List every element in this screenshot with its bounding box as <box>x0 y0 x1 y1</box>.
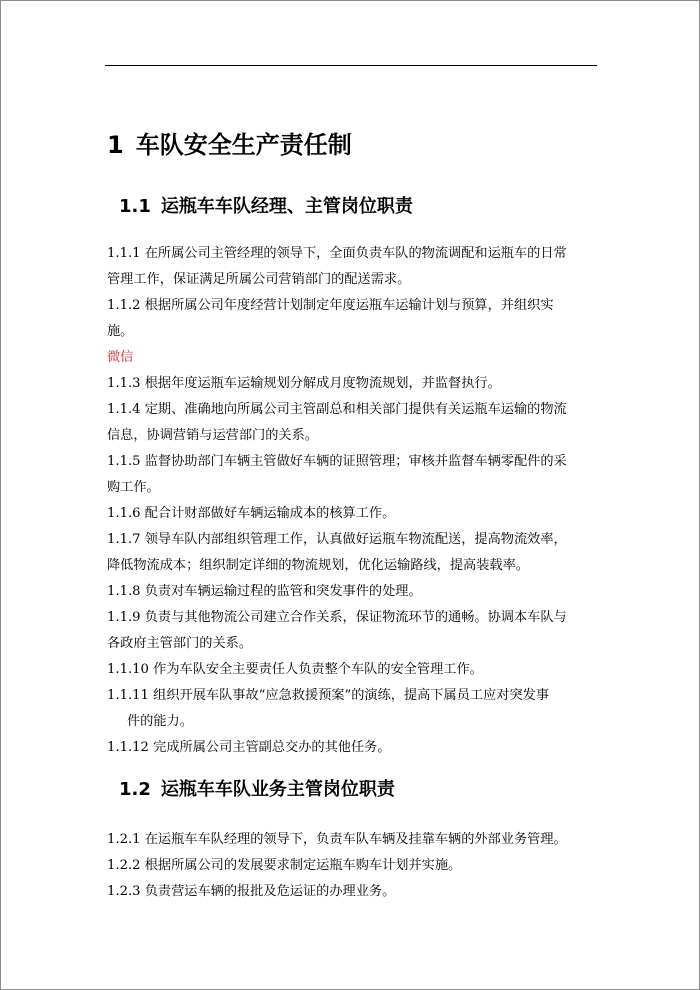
heading-1-2-number: 1.2 <box>119 779 151 800</box>
clause-1-2-3: 1.2.3 负责营运车辆的报批及危运证的办理业务。 <box>107 884 396 899</box>
clause-1-1-10: 1.1.10 作为车队安全主要责任人负责整个车队的安全管理工作。 <box>107 662 483 677</box>
heading-1-2 <box>119 777 395 803</box>
clause-1-2-1: 1.2.1 在运瓶车车队经理的领导下，负责车队车辆及挂靠车辆的外部业务管理。 <box>107 832 567 847</box>
heading-1-1-number: 1.1 <box>119 196 151 217</box>
annotation-note: 微信 <box>107 350 134 365</box>
clause-1-1-6: 1.1.6 配合计财部做好车辆运输成本的核算工作。 <box>107 506 396 521</box>
heading-1 <box>107 129 352 161</box>
heading-1-1 <box>119 194 413 220</box>
clause-1-1-3: 1.1.3 根据年度运瓶车运输规划分解成月度物流规划，并监督执行。 <box>107 376 501 391</box>
clause-1-1-1: 1.1.1 在所属公司主管经理的领导下，全面负责车队的物流调配和运瓶车的日常 管理工作，保证满足所属公司营销部门的配送需求。 <box>107 246 567 287</box>
heading-1-title: 车队安全生产责任制 <box>135 131 352 159</box>
heading-1-2-title: 运瓶车车队业务主管岗位职责 <box>160 779 395 800</box>
clause-1-1-8: 1.1.8 负责对车辆运输过程的监管和突发事件的处理。 <box>107 584 422 599</box>
clause-1-1-9: 1.1.9 负责与其他物流公司建立合作关系，保证物流环节的通畅。协调本车队与 各政府主管部门的关系。 <box>107 610 567 651</box>
clause-1-1-11: 1.1.11 组织开展车队事故“应急救援预案”的演练，提高下属员工应对突发事 件的能力。 <box>107 688 550 729</box>
clause-1-1-2: 1.1.2 根据所属公司年度经营计划制定年度运瓶车运输计划与预算，并组织实 施。 <box>107 298 554 339</box>
clause-1-1-7: 1.1.7 领导车队内部组织管理工作，认真做好运瓶车物流配送，提高物流效率， 降低物流成本；组织制定详细的物流规划，优化运输路线，提高装载率。 <box>107 532 567 573</box>
heading-1-number: 1 <box>107 131 124 159</box>
clause-1-2-2: 1.2.2 根据所属公司的发展要求制定运瓶车购车计划并实施。 <box>107 858 462 873</box>
heading-1-1-title: 运瓶车车队经理、主管岗位职责 <box>160 196 413 217</box>
header-rule <box>105 65 597 66</box>
clause-1-1-4: 1.1.4 定期、准确地向所属公司主管副总和相关部门提供有关运瓶车运输的物流 信息，协调营销与运营部门的关系。 <box>107 402 567 443</box>
clause-1-1-12: 1.1.12 完成所属公司主管副总交办的其他任务。 <box>107 740 391 755</box>
clause-1-1-5: 1.1.5 监督协助部门车辆主管做好车辆的证照管理；审核并监督车辆零配件的采 购工作。 <box>107 454 567 495</box>
